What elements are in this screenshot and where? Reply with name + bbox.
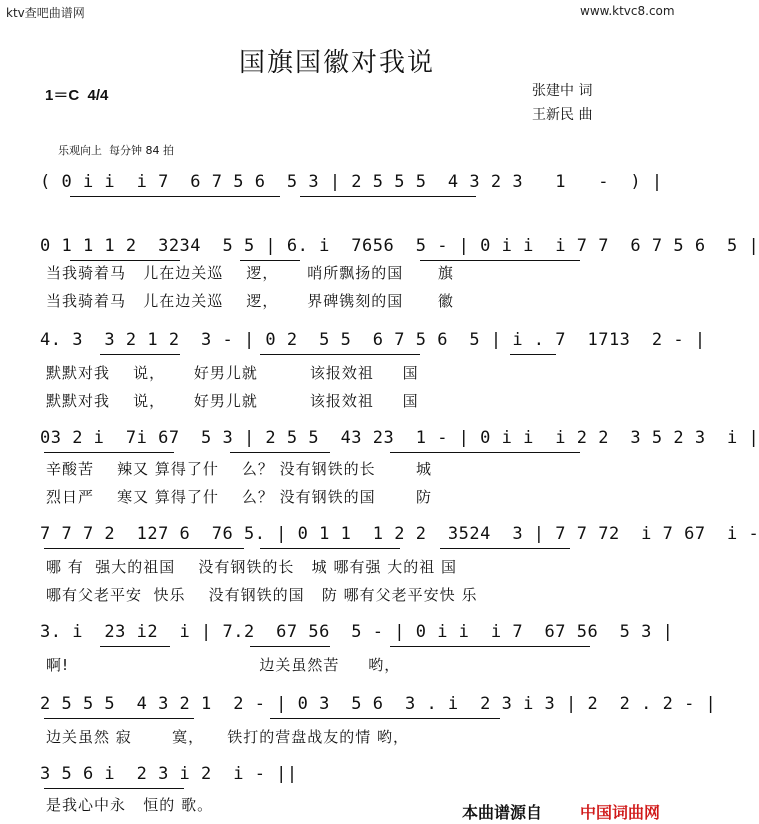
left-site-label: ktv查吧曲谱网 xyxy=(6,6,85,20)
lyric-line: 默默对我 说， 好男儿就 该报效祖 国 xyxy=(46,392,419,410)
lyric-line: 当我骑着马 儿在边关巡 逻， 哨所飘扬的国 旗 xyxy=(46,264,454,282)
song-title: 国旗国徽对我说 xyxy=(238,48,435,78)
lyric-line: 辛酸苦 辣又 算得了什 么？ 没有钢铁的长 城 xyxy=(46,460,433,478)
notation-line: 2 5 5 5 4 3 2 1 2 - | 0 3 5 6 3 . i 2 3 i 3 | 2 2 . 2 - | xyxy=(40,694,717,714)
right-site-label: www.ktvc8.com xyxy=(580,4,675,18)
tempo-marking: 乐观向上 每分钟 84 拍 xyxy=(58,144,174,157)
notation-line: 3. i 23 i2 i | 7.2 67 56 5 - | 0 i i i 7 67 56 5 3 | xyxy=(40,622,674,642)
lyric-line: 默默对我 说， 好男儿就 该报效祖 国 xyxy=(46,364,419,382)
notation-line: 4. 3 3 2 1 2 3 - | 0 2 5 5 6 7 5 6 5 | i . 7 1713 2 - | xyxy=(40,330,706,350)
lyric-line: 啊! 边关虽然苦 哟， xyxy=(46,656,401,674)
notation-line: 03 2 i 7i 67 5 3 | 2 5 5 43 23 1 - | 0 i i i 2 2 3 5 2 3 i | xyxy=(40,428,759,448)
key-signature: 1＝C 4/4 xyxy=(45,87,109,104)
lyric-line: 烈日严 寒又 算得了什 么？ 没有钢铁的国 防 xyxy=(46,488,433,506)
lyric-line: 边关虽然 寂 寞， 铁打的营盘战友的情 哟， xyxy=(46,728,409,746)
composer-credit: 王新民 曲 xyxy=(532,107,593,123)
lyric-line: 是我心中永 恒的 歌。 xyxy=(46,796,214,814)
lyric-line: 哪 有 强大的祖国 没有钢铁的长 城 哪有强 大的祖 国 xyxy=(46,558,457,576)
lyric-line: 当我骑着马 儿在边关巡 逻， 界碑镌刻的国 徽 xyxy=(46,292,454,310)
lyricist-credit: 张建中 词 xyxy=(532,83,593,99)
footer-source-label: 本曲谱源自 xyxy=(462,803,543,822)
notation-line: 7 7 7 2 127 6 76 5. | 0 1 1 1 2 2 3524 3 | 7 7 72 i 7 67 i - xyxy=(40,524,759,544)
notation-line: 3 5 6 i 2 3 i 2 i - || xyxy=(40,764,298,784)
lyric-line: 哪有父老平安 快乐 没有钢铁的国 防 哪有父老平安快 乐 xyxy=(46,586,478,604)
notation-line: ( 0 i i i 7 6 7 5 6 5 3 | 2 5 5 5 4 3 2 3 1 - ) | xyxy=(40,172,663,192)
notation-line: 0 1 1 1 2 3234 5 5 | 6. i 7656 5 - | 0 i i i 7 7 6 7 5 6 5 | xyxy=(40,236,759,256)
footer-brand-link[interactable]: 中国词曲网 xyxy=(580,803,661,822)
